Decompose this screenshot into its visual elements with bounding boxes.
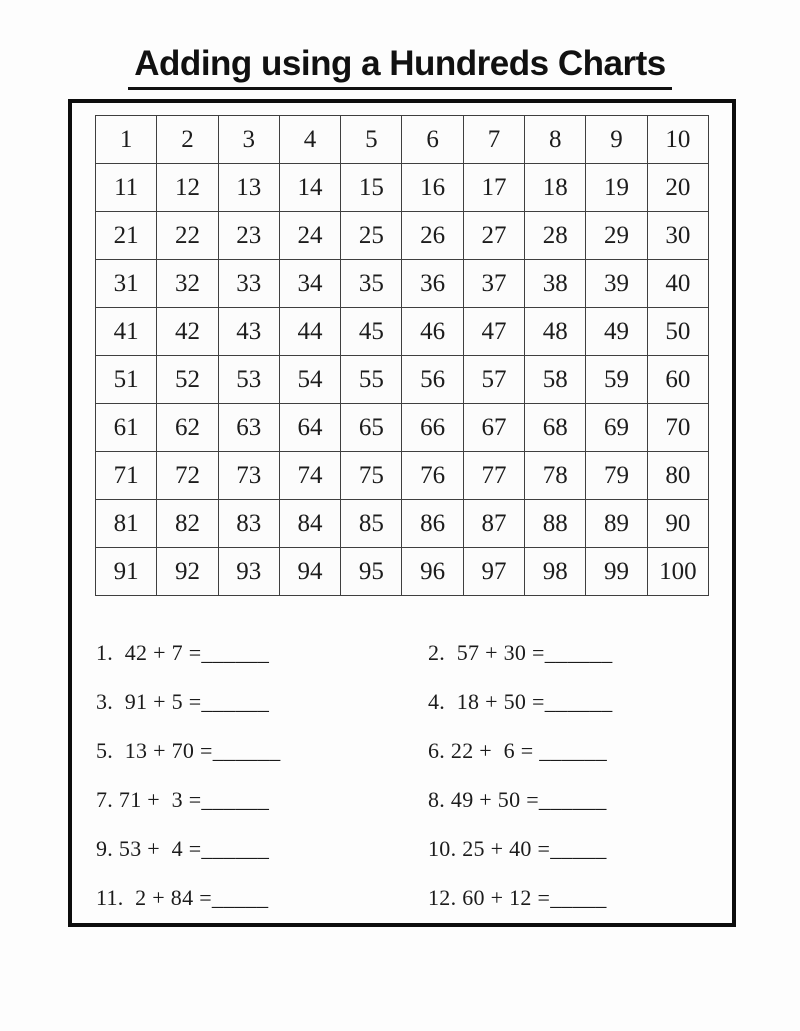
problem-2: 2. 57 + 30 =______: [428, 640, 613, 666]
chart-cell-16: 16: [402, 164, 463, 212]
chart-cell-42: 42: [157, 308, 218, 356]
chart-cell-35: 35: [341, 260, 402, 308]
problems-right-column: [402, 642, 732, 909]
chart-cell-97: 97: [464, 548, 525, 596]
chart-cell-50: 50: [648, 308, 709, 356]
chart-cell-77: 77: [464, 452, 525, 500]
chart-cell-74: 74: [280, 452, 341, 500]
chart-cell-46: 46: [402, 308, 463, 356]
chart-cell-25: 25: [341, 212, 402, 260]
chart-cell-63: 63: [219, 404, 280, 452]
chart-cell-88: 88: [525, 500, 586, 548]
chart-cell-60: 60: [648, 356, 709, 404]
chart-cell-38: 38: [525, 260, 586, 308]
chart-cell-58: 58: [525, 356, 586, 404]
chart-cell-40: 40: [648, 260, 709, 308]
chart-cell-3: 3: [219, 116, 280, 164]
page-title: Adding using a Hundreds Charts: [128, 44, 671, 90]
chart-cell-49: 49: [586, 308, 647, 356]
chart-cell-51: 51: [96, 356, 157, 404]
chart-cell-43: 43: [219, 308, 280, 356]
chart-cell-82: 82: [157, 500, 218, 548]
chart-cell-15: 15: [341, 164, 402, 212]
problem-10: 10. 25 + 40 =_____: [428, 836, 607, 862]
chart-cell-17: 17: [464, 164, 525, 212]
hundreds-chart: [95, 115, 709, 596]
problem-12: 12. 60 + 12 =_____: [428, 885, 607, 911]
chart-cell-7: 7: [464, 116, 525, 164]
problem-7: 7. 71 + 3 =______: [96, 787, 270, 813]
chart-cell-5: 5: [341, 116, 402, 164]
problem-4: 4. 18 + 50 =______: [428, 689, 613, 715]
chart-cell-95: 95: [341, 548, 402, 596]
chart-cell-1: 1: [96, 116, 157, 164]
chart-cell-20: 20: [648, 164, 709, 212]
chart-cell-2: 2: [157, 116, 218, 164]
chart-cell-45: 45: [341, 308, 402, 356]
problem-5: 5. 13 + 70 =______: [96, 738, 281, 764]
chart-cell-66: 66: [402, 404, 463, 452]
chart-cell-12: 12: [157, 164, 218, 212]
chart-cell-26: 26: [402, 212, 463, 260]
chart-cell-70: 70: [648, 404, 709, 452]
chart-cell-96: 96: [402, 548, 463, 596]
chart-cell-54: 54: [280, 356, 341, 404]
chart-cell-89: 89: [586, 500, 647, 548]
chart-cell-8: 8: [525, 116, 586, 164]
chart-cell-81: 81: [96, 500, 157, 548]
chart-cell-91: 91: [96, 548, 157, 596]
chart-cell-6: 6: [402, 116, 463, 164]
chart-cell-73: 73: [219, 452, 280, 500]
chart-cell-85: 85: [341, 500, 402, 548]
chart-cell-33: 33: [219, 260, 280, 308]
chart-cell-100: 100: [648, 548, 709, 596]
chart-cell-36: 36: [402, 260, 463, 308]
chart-cell-23: 23: [219, 212, 280, 260]
chart-cell-59: 59: [586, 356, 647, 404]
chart-cell-67: 67: [464, 404, 525, 452]
chart-cell-44: 44: [280, 308, 341, 356]
chart-cell-86: 86: [402, 500, 463, 548]
chart-cell-78: 78: [525, 452, 586, 500]
chart-cell-72: 72: [157, 452, 218, 500]
chart-cell-19: 19: [586, 164, 647, 212]
chart-cell-98: 98: [525, 548, 586, 596]
chart-cell-24: 24: [280, 212, 341, 260]
chart-cell-28: 28: [525, 212, 586, 260]
chart-cell-22: 22: [157, 212, 218, 260]
chart-cell-94: 94: [280, 548, 341, 596]
chart-cell-92: 92: [157, 548, 218, 596]
chart-cell-4: 4: [280, 116, 341, 164]
chart-cell-14: 14: [280, 164, 341, 212]
problem-3: 3. 91 + 5 =______: [96, 689, 270, 715]
chart-cell-18: 18: [525, 164, 586, 212]
worksheet-box: [68, 99, 736, 927]
chart-cell-68: 68: [525, 404, 586, 452]
chart-cell-13: 13: [219, 164, 280, 212]
chart-cell-64: 64: [280, 404, 341, 452]
problem-9: 9. 53 + 4 =______: [96, 836, 270, 862]
chart-cell-75: 75: [341, 452, 402, 500]
chart-cell-27: 27: [464, 212, 525, 260]
problem-11: 11. 2 + 84 =_____: [96, 885, 269, 911]
chart-cell-69: 69: [586, 404, 647, 452]
chart-cell-84: 84: [280, 500, 341, 548]
chart-cell-61: 61: [96, 404, 157, 452]
chart-cell-32: 32: [157, 260, 218, 308]
title-container: [0, 0, 800, 90]
chart-cell-39: 39: [586, 260, 647, 308]
chart-cell-37: 37: [464, 260, 525, 308]
chart-cell-93: 93: [219, 548, 280, 596]
chart-cell-30: 30: [648, 212, 709, 260]
chart-cell-80: 80: [648, 452, 709, 500]
problem-1: 1. 42 + 7 =______: [96, 640, 270, 666]
problem-8: 8. 49 + 50 =______: [428, 787, 607, 813]
chart-cell-87: 87: [464, 500, 525, 548]
problems-left-column: [72, 642, 402, 909]
chart-cell-79: 79: [586, 452, 647, 500]
chart-cell-99: 99: [586, 548, 647, 596]
chart-cell-31: 31: [96, 260, 157, 308]
chart-cell-29: 29: [586, 212, 647, 260]
chart-cell-41: 41: [96, 308, 157, 356]
chart-cell-53: 53: [219, 356, 280, 404]
chart-cell-34: 34: [280, 260, 341, 308]
chart-cell-90: 90: [648, 500, 709, 548]
chart-cell-76: 76: [402, 452, 463, 500]
chart-cell-21: 21: [96, 212, 157, 260]
chart-cell-71: 71: [96, 452, 157, 500]
chart-cell-9: 9: [586, 116, 647, 164]
problem-6: 6. 22 + 6 = ______: [428, 738, 608, 764]
chart-cell-11: 11: [96, 164, 157, 212]
chart-cell-55: 55: [341, 356, 402, 404]
chart-cell-52: 52: [157, 356, 218, 404]
problems-section: [72, 642, 732, 909]
chart-cell-65: 65: [341, 404, 402, 452]
chart-cell-47: 47: [464, 308, 525, 356]
chart-cell-48: 48: [525, 308, 586, 356]
chart-cell-56: 56: [402, 356, 463, 404]
chart-cell-10: 10: [648, 116, 709, 164]
chart-cell-57: 57: [464, 356, 525, 404]
chart-cell-62: 62: [157, 404, 218, 452]
chart-cell-83: 83: [219, 500, 280, 548]
